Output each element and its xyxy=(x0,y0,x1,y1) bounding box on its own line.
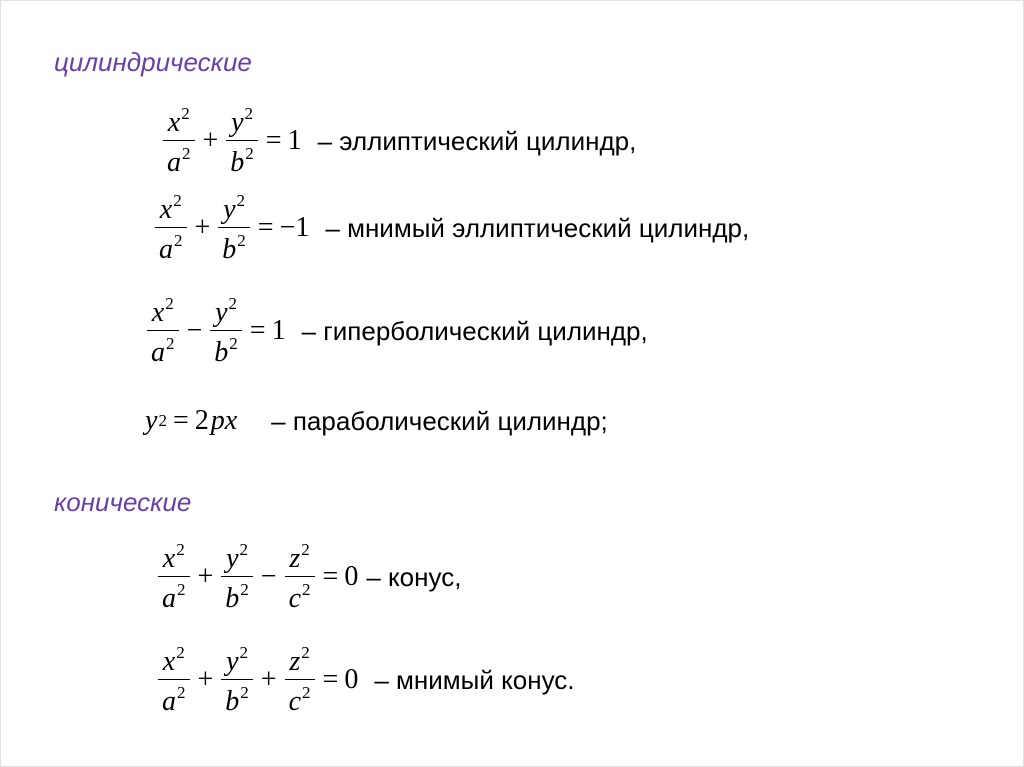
plus-sign: + xyxy=(260,664,277,695)
equation-hyperbolic-cylinder xyxy=(145,295,648,367)
var-y: y xyxy=(215,297,228,328)
var-c: c xyxy=(288,686,302,717)
plus-sign: + xyxy=(197,561,214,592)
heading-conical: конические xyxy=(54,487,192,517)
exponent: 2 xyxy=(177,683,186,702)
minus-sign: − xyxy=(186,315,203,346)
exponent: 2 xyxy=(166,334,175,353)
rhs-coefficient: 2 xyxy=(194,405,209,436)
exponent: 2 xyxy=(240,580,249,599)
exponent: 2 xyxy=(239,643,249,662)
fraction-y-over-b xyxy=(210,295,242,367)
fraction-x-over-a xyxy=(147,295,179,367)
rhs-variables: px xyxy=(210,405,238,436)
var-b: b xyxy=(230,147,245,178)
var-y: y xyxy=(145,405,158,436)
exponent: 2 xyxy=(158,411,167,430)
var-b: b xyxy=(214,337,229,368)
fraction-x-over-a xyxy=(158,541,190,613)
exponent: 2 xyxy=(177,580,186,599)
exponent: 2 xyxy=(302,683,311,702)
var-x: x xyxy=(167,107,181,138)
var-c: c xyxy=(288,583,302,614)
exponent: 2 xyxy=(301,540,310,559)
exponent: 2 xyxy=(244,104,254,123)
var-b: b xyxy=(222,234,237,265)
exponent: 2 xyxy=(240,683,249,702)
exponent: 2 xyxy=(237,231,246,250)
equals-sign: = xyxy=(249,315,266,346)
var-a: a xyxy=(151,337,165,368)
exponent: 2 xyxy=(182,144,191,163)
exponent: 2 xyxy=(173,191,182,210)
rhs-value: 0 xyxy=(344,664,359,695)
var-b: b xyxy=(225,583,240,614)
var-a: a xyxy=(162,583,176,614)
description-imaginary-elliptic-cylinder: – мнимый эллиптический цилиндр, xyxy=(325,212,750,243)
var-z: z xyxy=(289,646,301,677)
var-x: x xyxy=(162,646,176,677)
equals-sign: = xyxy=(265,125,282,156)
equals-sign: = xyxy=(322,664,339,695)
exponent: 2 xyxy=(165,294,174,313)
description-cone: – конус, xyxy=(366,561,462,592)
fraction-z-over-c xyxy=(285,644,315,716)
exponent: 2 xyxy=(302,580,311,599)
var-y: y xyxy=(226,646,239,677)
var-b: b xyxy=(225,686,240,717)
exponent: 2 xyxy=(174,231,183,250)
equals-sign: = xyxy=(172,405,189,436)
var-z: z xyxy=(289,543,301,574)
equals-sign: = xyxy=(257,212,274,243)
var-a: a xyxy=(159,234,173,265)
description-parabolic-cylinder: – параболический цилиндр; xyxy=(271,405,608,436)
var-y: y xyxy=(226,543,239,574)
description-elliptic-cylinder: – эллиптический цилиндр, xyxy=(317,125,637,156)
var-y: y xyxy=(231,107,244,138)
plus-sign: + xyxy=(202,125,219,156)
fraction-y-over-b xyxy=(221,541,253,613)
equation-elliptic-cylinder xyxy=(161,105,636,177)
exponent: 2 xyxy=(228,294,238,313)
exponent: 2 xyxy=(239,540,249,559)
rhs-value: 0 xyxy=(344,561,359,592)
rhs-value: 1 xyxy=(271,315,286,346)
plus-sign: + xyxy=(194,212,211,243)
equation-parabolic-cylinder xyxy=(145,405,608,437)
exponent: 2 xyxy=(176,540,185,559)
var-a: a xyxy=(162,686,176,717)
fraction-x-over-a xyxy=(158,644,190,716)
equals-sign: = xyxy=(322,561,339,592)
heading-cylindrical: цилиндрические xyxy=(54,47,252,77)
fraction-y-over-b xyxy=(221,644,253,716)
equation-imaginary-elliptic-cylinder xyxy=(153,192,749,264)
fraction-y-over-b xyxy=(226,105,258,177)
fraction-x-over-a xyxy=(163,105,195,177)
minus-sign: − xyxy=(260,561,277,592)
exponent: 2 xyxy=(229,334,238,353)
plus-sign: + xyxy=(197,664,214,695)
equation-imaginary-cone xyxy=(156,644,575,716)
exponent: 2 xyxy=(245,144,254,163)
var-x: x xyxy=(151,297,165,328)
exponent: 2 xyxy=(181,104,190,123)
rhs-value: −1 xyxy=(279,212,310,243)
var-x: x xyxy=(159,194,173,225)
description-imaginary-cone: – мнимый конус. xyxy=(374,664,575,695)
exponent: 2 xyxy=(236,191,246,210)
exponent: 2 xyxy=(176,643,185,662)
var-y: y xyxy=(223,194,236,225)
fraction-x-over-a xyxy=(155,192,187,264)
var-a: a xyxy=(167,147,181,178)
fraction-y-over-b xyxy=(218,192,250,264)
equation-cone xyxy=(156,541,461,613)
rhs-value: 1 xyxy=(287,125,302,156)
exponent: 2 xyxy=(301,643,310,662)
description-hyperbolic-cylinder: – гиперболический цилиндр, xyxy=(301,315,648,346)
var-x: x xyxy=(162,543,176,574)
fraction-z-over-c xyxy=(285,541,315,613)
